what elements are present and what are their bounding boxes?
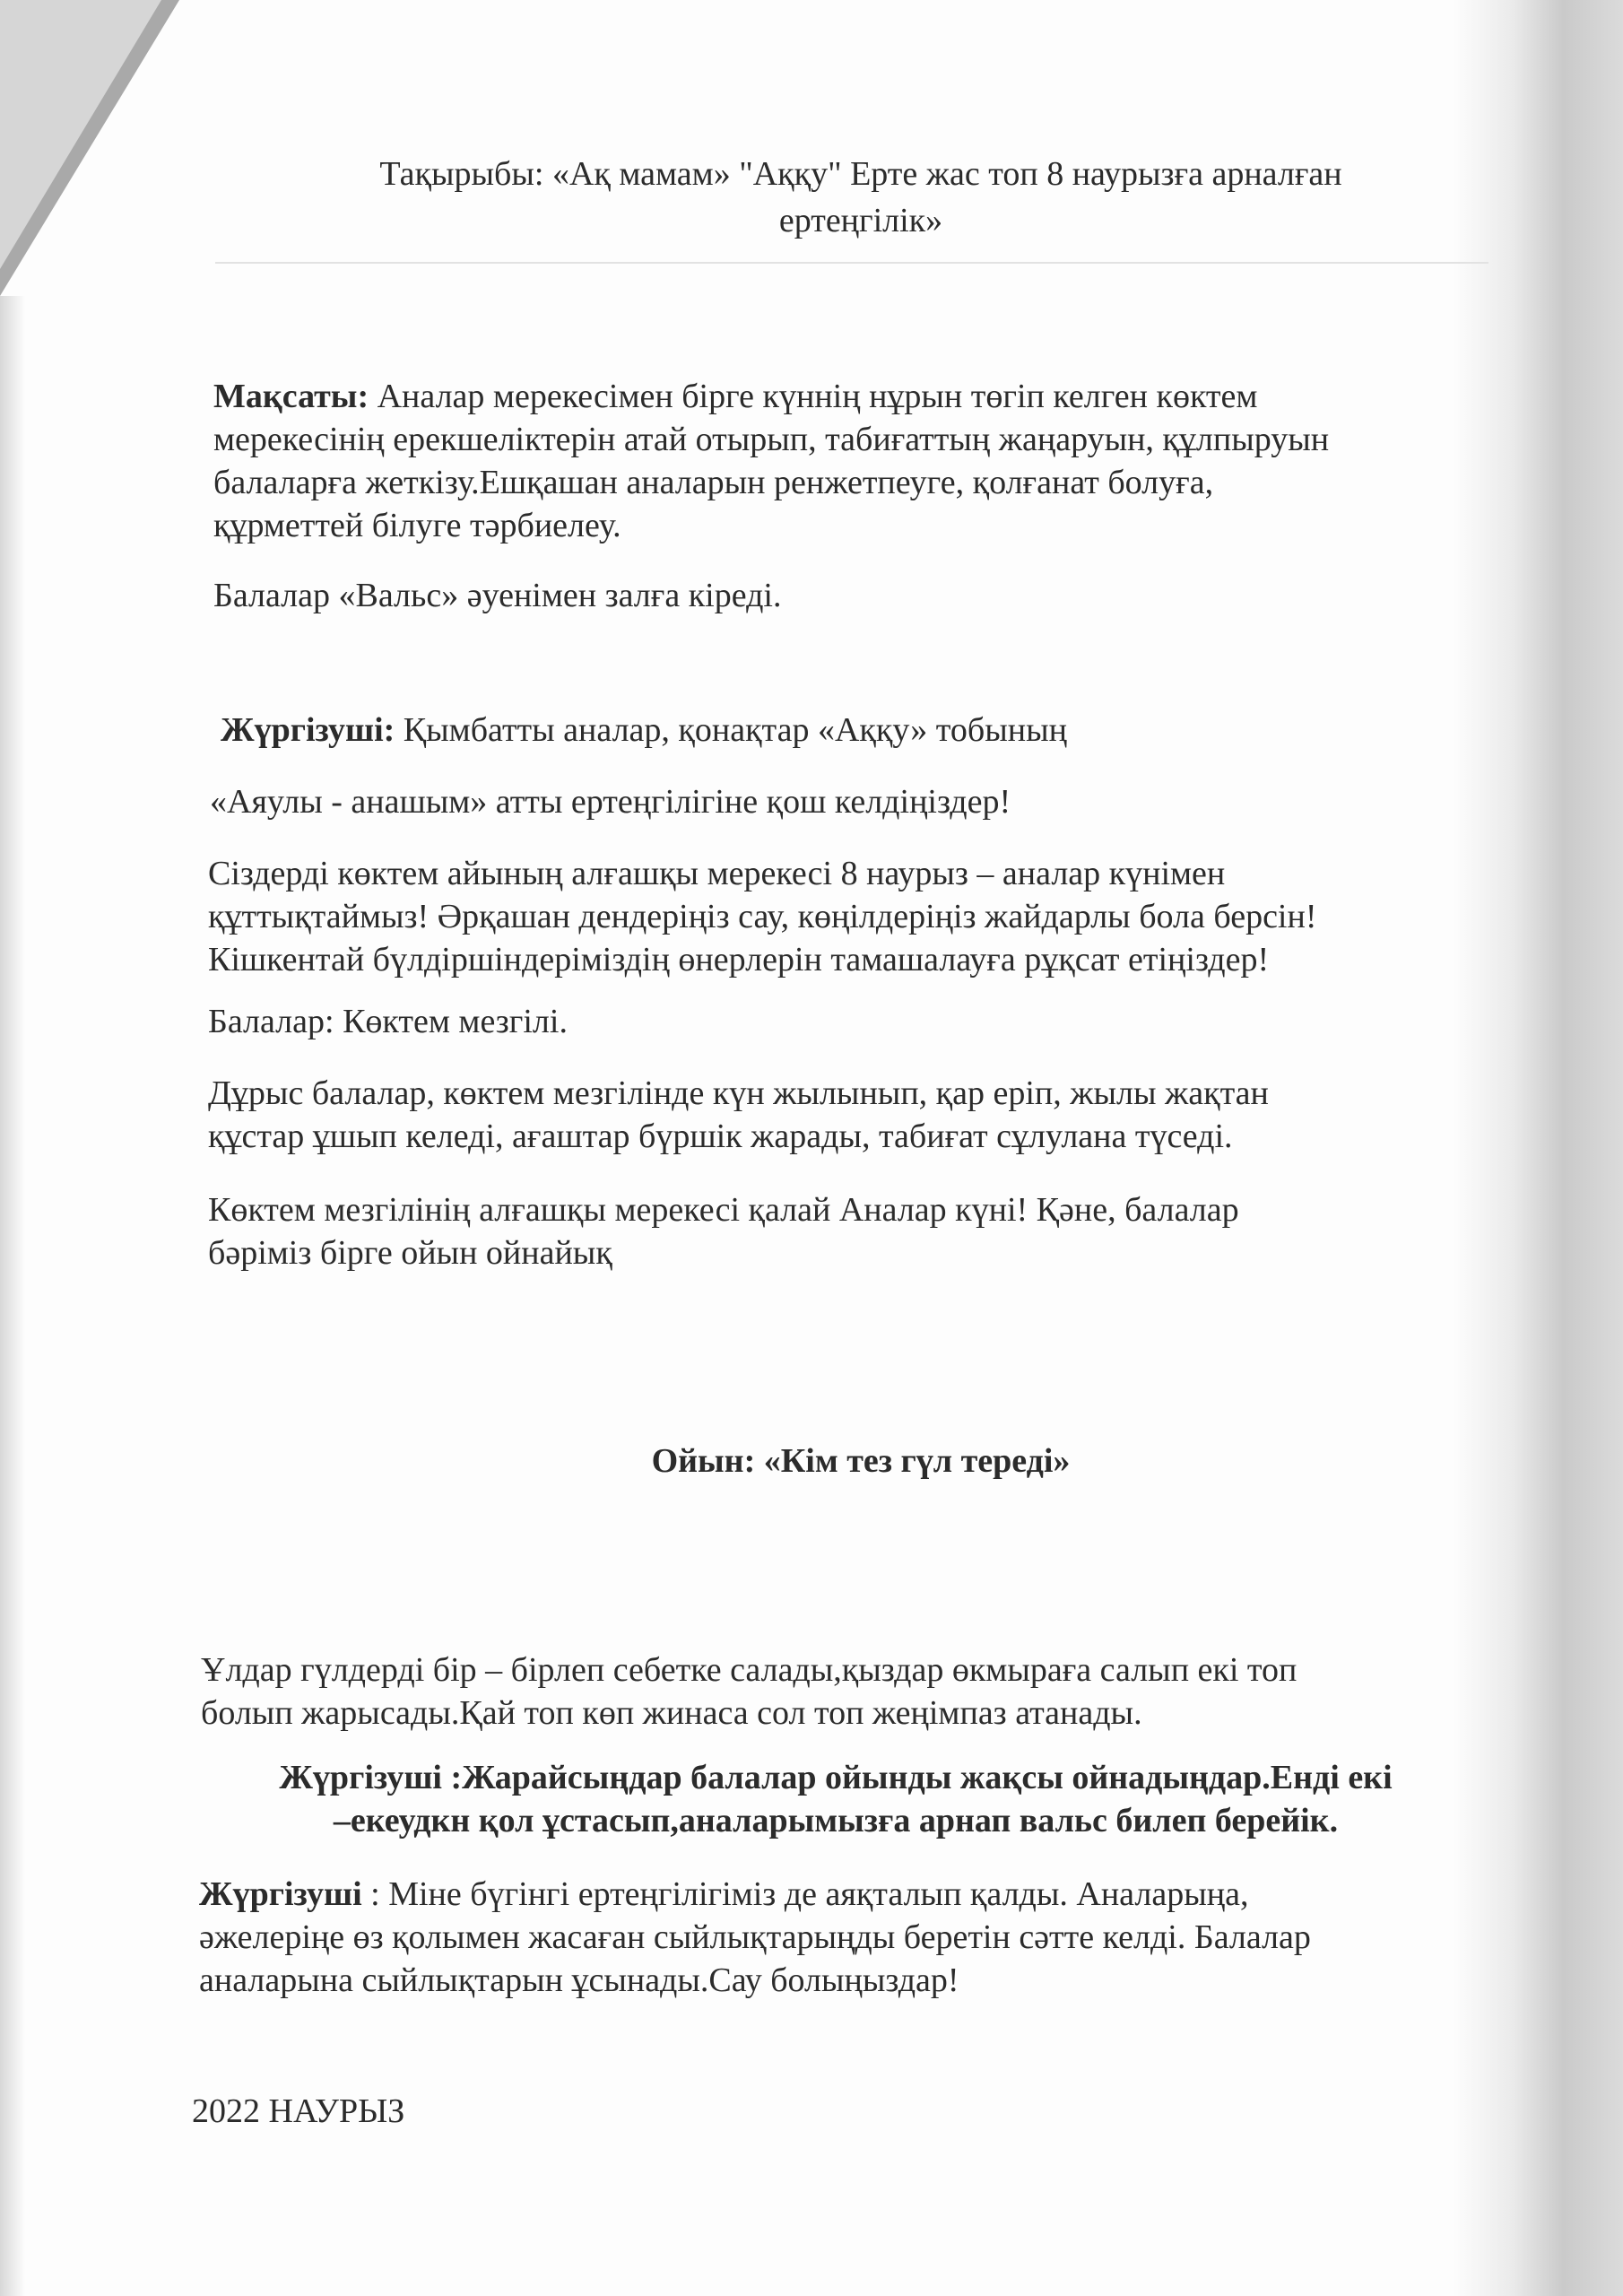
host-waltz-paragraph [199, 1756, 1472, 1842]
greeting-line-1: Сіздерді көктем айының алғашқы мерекесі 8 наурыз – аналар күнімен [208, 855, 1226, 892]
game-rules-line-2: болып жарысады.Қай топ көп жинаса сол топ жеңімпаз атанады. [201, 1694, 1142, 1732]
closing-paragraph [199, 1873, 1517, 2002]
game-rules-line-1: Ұлдар гүлдерді бір – бірлеп себетке салады,қыздар өкмыраға салып екі топ [201, 1651, 1298, 1689]
closing-host-label: Жүргізуші [199, 1875, 362, 1913]
spring-line-2: құстар ұшып келеді, ағаштар бүршік жарады, табиғат сұлулана түседі. [208, 1118, 1233, 1155]
scan-corner-fold [0, 0, 161, 269]
host-waltz-line-1: Жүргізуші :Жарайсыңдар балалар ойынды жақсы ойнадыңдар.Енді екі [279, 1759, 1393, 1796]
holiday-line-1: Көктем мезгілінің алғашқы мерекесі қалай Аналар күні! Қәне, балалар [208, 1191, 1239, 1229]
greeting-line-3: Кішкентай бүлдіршіндеріміздің өнерлерін тамашалауға рұқсат етіңіздер! [208, 941, 1270, 978]
goal-label: Мақсаты: [213, 378, 369, 415]
host-waltz-line-2: –екеудкн қол ұстасып,аналарымызға арнап вальс билеп берейік. [333, 1802, 1339, 1839]
closing-line-1: : Міне бүгінгі ертеңгілігіміз де аяқталып қалды. Аналарыңа, [361, 1875, 1249, 1913]
title-line-2: ертеңгілік» [778, 202, 943, 239]
closing-line-3: аналарына сыйлықтарын ұсынады.Сау болыңыздар! [199, 1961, 959, 1999]
welcome-paragraph: «Аяулы - анашым» атты ертеңгілігіне қош келдіңіздер! [210, 783, 1011, 821]
header-divider [215, 262, 1488, 264]
holiday-line-2: бәріміз бірге ойын ойнайық [208, 1234, 612, 1272]
game-rules-paragraph [201, 1648, 1519, 1735]
goal-text-line-2: мерекесінің ерекшеліктерін атай отырып, табиғаттың жаңаруын, құлпыруын [213, 421, 1330, 458]
greeting-paragraph [208, 852, 1517, 981]
goal-paragraph [213, 375, 1496, 547]
goal-text-line-1: Аналар мерекесімен бірге күннің нұрын төгіп келген көктем [369, 378, 1258, 415]
host-label: Жүргізуші: [221, 711, 395, 749]
title-line-1: Тақырыбы: «Ақ мамам» "Аққу" Ерте жас топ 8 наурызға арналған [379, 155, 1342, 193]
closing-line-2: әжелеріңе өз қолымен жасаған сыйлықтарыңды беретін сәтте келді. Балалар [199, 1918, 1311, 1956]
game-title: Ойын: «Кім тез гүл тереді» [651, 1442, 1071, 1480]
document-date: 2022 НАУРЫЗ [192, 2092, 405, 2130]
greeting-line-2: құттықтаймыз! Әрқашан дендеріңіз сау, көңілдеріңіз жайдарлы бола берсін! [208, 898, 1317, 935]
host-intro-paragraph [221, 709, 1067, 752]
spring-line-1: Дұрыс балалар, көктем мезгілінде күн жылынып, қар еріп, жылы жақтан [208, 1074, 1269, 1112]
host-intro-text: Қымбатты аналар, қонақтар «Аққу» тобының [395, 711, 1067, 749]
scan-left-edge [0, 296, 25, 2296]
goal-text-line-4: құрметтей білуге тәрбиелеу. [213, 507, 621, 544]
holiday-paragraph [208, 1188, 1517, 1274]
entrance-paragraph: Балалар «Вальс» әуенімен залға кіреді. [213, 577, 782, 614]
children-reply: Балалар: Көктем мезгілі. [208, 1003, 568, 1040]
document-title [296, 151, 1426, 244]
spring-paragraph [208, 1072, 1517, 1158]
goal-text-line-3: балаларға жеткізу.Ешқашан аналарын ренжетпеуге, қолғанат болуға, [213, 464, 1214, 501]
